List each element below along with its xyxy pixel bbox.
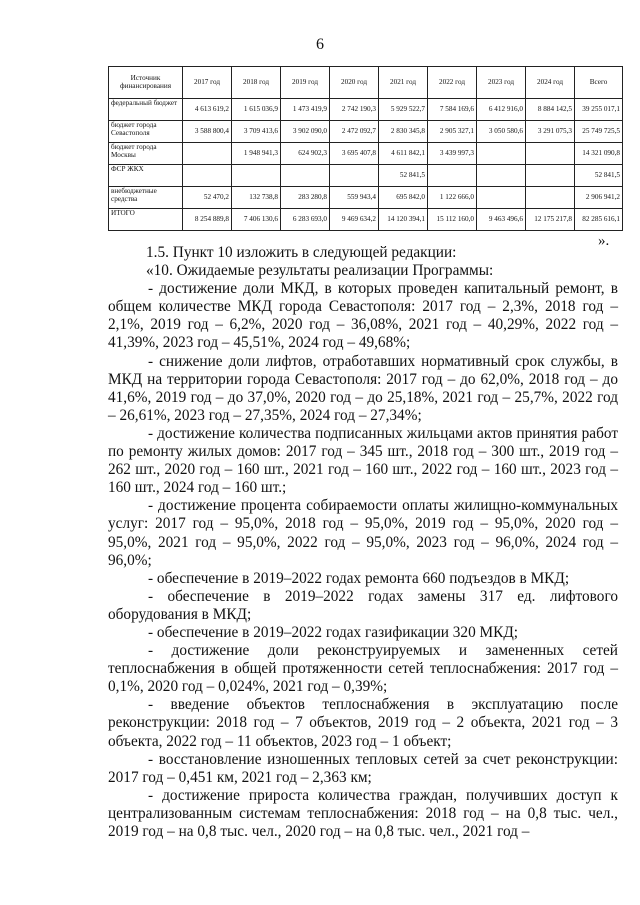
paragraph-result-mkd-repair: - достижение доли МКД, в которых проведен капитальный ремонт, в общем количестве МКД города Севастополя: 2017 год – 2,3%, 2018 год – 2,1%, 2019 год – 6,2%, 2020 год – 36,08%, 2021 год – 40,29%, 2022 год – 41,39%, 2023 год – 45,51%, 2024 год – 49,68%; <box>108 280 618 352</box>
table-cell-value: 559 943,4 <box>330 187 379 209</box>
header-2022: 2022 год <box>428 67 477 99</box>
table-cell-value: 52 841,5 <box>575 165 623 187</box>
table-cell-value: 52 470,2 <box>183 187 232 209</box>
table-cell-value: 9 469 634,2 <box>330 209 379 231</box>
table-row <box>109 121 623 143</box>
table-cell-value: 8 884 142,5 <box>526 99 575 121</box>
table-cell-value: 3 050 580,6 <box>477 121 526 143</box>
quote-end: ». <box>598 233 610 249</box>
table-row <box>109 143 623 165</box>
table-cell-value: 5 929 522,7 <box>379 99 428 121</box>
table-cell-value: 1 473 419,9 <box>281 99 330 121</box>
table-cell-value: 1 122 666,0 <box>428 187 477 209</box>
table-cell-value: 1 615 036,9 <box>232 99 281 121</box>
table-cell-value: 2 742 190,3 <box>330 99 379 121</box>
header-2017: 2017 год <box>183 67 232 99</box>
paragraph-result-entrances: - обеспечение в 2019–2022 годах ремонта 660 подъездов в МКД; <box>148 569 570 587</box>
table-cell-value: 695 842,0 <box>379 187 428 209</box>
table-cell-value <box>330 165 379 187</box>
paragraph-result-heat-restoration: - восстановление изношенных тепловых сетей за счет реконструкции: 2017 год – 0,451 км, 2021 год – 2,363 км; <box>108 750 618 786</box>
table-cell-value: 7 584 169,6 <box>428 99 477 121</box>
table-cell-value: 14 120 394,1 <box>379 209 428 231</box>
table-cell-value: 6 283 693,0 <box>281 209 330 231</box>
table-row <box>109 99 623 121</box>
paragraph-result-acts: - достижение количества подписанных жильцами актов принятия работ по ремонту жилых домов: 2017 год – 345 шт., 2018 год – 300 шт., 2019 год – 262 шт., 2020 год – 160 шт., 2021 год – 160 шт., 2022 год – 160 шт., 2023 год – 160 шт., 2024 год – 160 шт.; <box>108 424 618 497</box>
table-cell-value: 25 749 725,5 <box>575 121 623 143</box>
table-cell-value <box>526 165 575 187</box>
table-cell-value <box>526 143 575 165</box>
table-cell-value: 2 830 345,8 <box>379 121 428 143</box>
table-cell-value: 15 112 160,0 <box>428 209 477 231</box>
paragraph-item-10-title: «10. Ожидаемые результаты реализации Программы: <box>146 262 494 280</box>
document-body <box>108 244 618 841</box>
header-2021: 2021 год <box>379 67 428 99</box>
table-cell-value: 2 905 327,1 <box>428 121 477 143</box>
table-cell-value <box>281 165 330 187</box>
paragraph-result-heat-objects: - введение объектов теплоснабжения в эксплуатацию после реконструкции: 2018 год – 7 объектов, 2019 год – 2 объекта, 2021 год – 3 объекта, 2022 год – 11 объектов, 2023 год – 1 объект; <box>108 696 618 750</box>
header-2019: 2019 год <box>281 67 330 99</box>
header-2018: 2018 год <box>232 67 281 99</box>
table-cell-source: ИТОГО <box>109 209 183 231</box>
table-cell-value: 3 902 090,0 <box>281 121 330 143</box>
table-cell-value: 7 406 130,6 <box>232 209 281 231</box>
table-cell-value: 3 588 800,4 <box>183 121 232 143</box>
table-cell-value <box>477 187 526 209</box>
table-cell-value: 283 280,8 <box>281 187 330 209</box>
header-2020: 2020 год <box>330 67 379 99</box>
table-cell-value <box>526 187 575 209</box>
table-cell-source: бюджет города Москвы <box>109 143 183 165</box>
table-cell-value: 4 611 842,1 <box>379 143 428 165</box>
table-cell-value: 14 321 090,8 <box>575 143 623 165</box>
table-cell-value: 3 439 997,3 <box>428 143 477 165</box>
table-cell-source: ФСР ЖКХ <box>109 165 183 187</box>
table-header-row <box>109 67 623 99</box>
table-row <box>109 187 623 209</box>
table-cell-source: бюджет города Севастополя <box>109 121 183 143</box>
table-cell-value: 3 291 075,3 <box>526 121 575 143</box>
paragraph-result-heat-networks-share: - достижение доли реконструируемых и замененных сетей теплоснабжения в общей протяженности сетей теплоснабжения: 2017 год – 0,1%, 2020 год – 0,024%, 2021 год – 0,39%; <box>108 642 618 696</box>
paragraph-result-lift-replacement: - обеспечение в 2019–2022 годах замены 317 ед. лифтового оборудования в МКД; <box>108 587 618 623</box>
table-cell-value <box>232 165 281 187</box>
table-cell-value: 132 738,8 <box>232 187 281 209</box>
table-cell-value <box>477 165 526 187</box>
table-cell-source: внебюджетные средства <box>109 187 183 209</box>
table-cell-value: 3 709 413,6 <box>232 121 281 143</box>
table-cell-value: 12 175 217,8 <box>526 209 575 231</box>
table-cell-value: 624 902,3 <box>281 143 330 165</box>
table-cell-value: 82 285 616,1 <box>575 209 623 231</box>
table-cell-value: 8 254 889,8 <box>183 209 232 231</box>
table-cell-value <box>183 165 232 187</box>
table-cell-source: федеральный бюджет <box>109 99 183 121</box>
paragraph-result-citizens-access: - достижение прироста количества граждан, получивших доступ к централизованным системам теплоснабжения: 2018 год – на 0,8 тыс. чел., 2019 год – на 0,8 тыс. чел., 2020 год – на 0,8 тыс. чел., 2021 год – <box>108 786 618 840</box>
table-cell-value: 52 841,5 <box>379 165 428 187</box>
table-row <box>109 165 623 187</box>
table-cell-value: 2 472 092,7 <box>330 121 379 143</box>
paragraph-result-gasification: - обеспечение в 2019–2022 годах газификации 320 МКД; <box>148 623 519 641</box>
header-2023: 2023 год <box>477 67 526 99</box>
header-source: Источник финансирования <box>109 67 183 99</box>
table-cell-value: 3 695 407,8 <box>330 143 379 165</box>
paragraph-item-1-5: 1.5. Пункт 10 изложить в следующей редакции: <box>146 244 457 261</box>
table-cell-value: 2 906 941,2 <box>575 187 623 209</box>
header-2024: 2024 год <box>526 67 575 99</box>
paragraph-result-lifts: - снижение доли лифтов, отработавших нормативный срок службы, в МКД на территории города Севастополя: 2017 год – до 62,0%, 2018 год – до 41,6%, 2019 год – до 37,0%, 2020 год – до 25,18%, 2021 год – 25,7%, 2022 год – 26,61%, 2023 год – 27,35%, 2024 год – 27,34%; <box>108 352 618 424</box>
table-cell-value <box>183 143 232 165</box>
financing-table <box>108 66 623 231</box>
table-row <box>109 209 623 231</box>
table-cell-value: 9 463 496,6 <box>477 209 526 231</box>
paragraph-result-payments: - достижение процента собираемости оплаты жилищно-коммунальных услуг: 2017 год – 95,0%, 2018 год – 95,0%, 2019 год – 95,0%, 2020 год – 95,0%, 2021 год – 95,0%, 2022 год – 95,0%, 2023 год – 96,0%, 2024 год – 96,0%; <box>108 497 618 569</box>
page-number: 6 <box>316 36 324 53</box>
table-cell-value: 6 412 916,0 <box>477 99 526 121</box>
header-total: Всего <box>575 67 623 99</box>
table-cell-value: 39 255 017,1 <box>575 99 623 121</box>
table-cell-value <box>477 143 526 165</box>
table-cell-value <box>428 165 477 187</box>
table-cell-value: 1 948 941,3 <box>232 143 281 165</box>
table-cell-value: 4 613 619,2 <box>183 99 232 121</box>
